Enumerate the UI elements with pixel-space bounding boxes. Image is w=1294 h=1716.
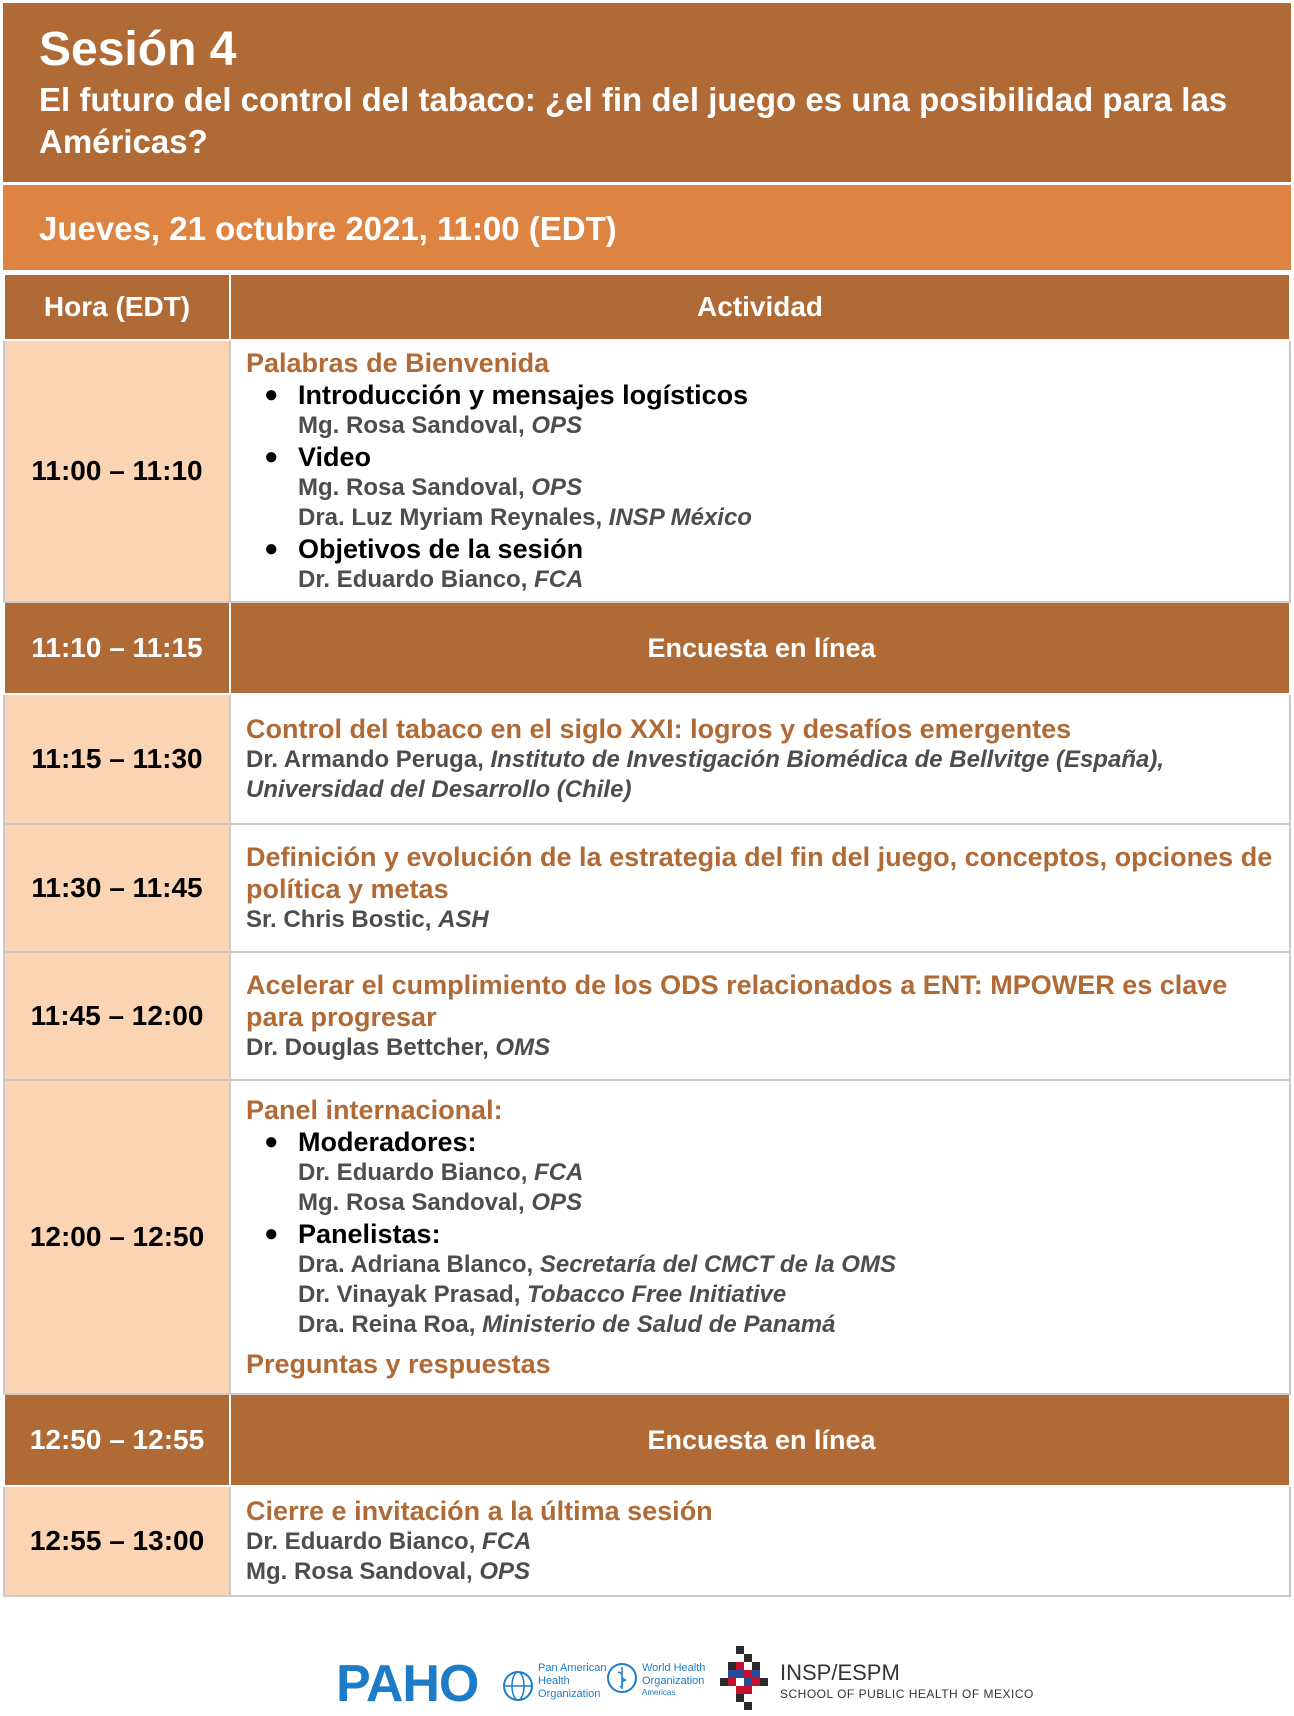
activity-items [246,379,1277,595]
speaker [298,1280,1277,1310]
speaker-org: FCA [482,1528,532,1555]
speaker-name: Dr. Eduardo Bianco, [246,1528,476,1555]
speaker [246,1557,1277,1587]
footer-logos [0,1636,1294,1716]
speaker-org: Ministerio de Salud de Panamá [482,1311,836,1338]
speaker-name: Mg. Rosa Sandoval, [246,1558,473,1585]
speaker [246,905,1277,935]
activity-title: Acelerar el cumplimiento de los ODS relacionados a ENT: MPOWER es clave para progresar [246,970,1228,1032]
speaker-org: ASH [438,906,489,933]
activity-closing: Preguntas y respuestas [246,1349,551,1379]
speaker-org: Tobacco Free Initiative [527,1281,787,1308]
insp-name: INSP/ESPM [780,1660,900,1685]
bullet-icon: ● [264,1128,279,1155]
table-header-row [4,274,1290,340]
speaker [298,1188,1277,1218]
bullet-icon: ● [264,535,279,562]
speaker [298,565,1277,595]
row-time: 11:10 – 11:15 [4,602,230,694]
speaker-name: Dr. Eduardo Bianco, [298,566,528,593]
speaker-org: INSP México [608,504,752,531]
bullet-icon: ● [264,443,279,470]
speaker [298,1250,1277,1280]
activity-title: Control del tabaco en el siglo XXI: logros y desafíos emergentes [246,714,1072,744]
session-date: Jueves, 21 octubre 2021, 11:00 (EDT) [3,185,1291,273]
who-line: World Health [642,1662,706,1674]
paho-line: Health [538,1675,570,1687]
speaker-org: Secretaría del CMCT de la OMS [539,1251,896,1278]
speaker-org: OPS [531,474,583,501]
list-item [246,1126,1277,1218]
agenda-row [4,952,1290,1080]
agenda-row-survey [4,602,1290,694]
row-activity [230,952,1290,1080]
speaker-name: Dra. Reina Roa, [298,1311,476,1338]
item-label: Objetivos de la sesión [298,534,584,564]
paho-logo [336,1656,478,1712]
speaker [298,503,1277,533]
speaker-org: OPS [531,1189,583,1216]
speaker [298,473,1277,503]
agenda-document [3,3,1291,1597]
speaker-org: OPS [479,1558,531,1585]
session-header [3,3,1291,185]
list-item [246,379,1277,441]
activity-title: Panel internacional: [246,1095,503,1125]
row-activity [230,824,1290,952]
who-emblem-icon [606,1662,638,1694]
who-region: Americas [642,1688,676,1697]
activity-title: Definición y evolución de la estrategia del fin del juego, conceptos, opciones de política y metas [246,842,1273,904]
list-item [246,441,1277,533]
session-title: Sesión 4 [39,23,237,76]
globe-emblem-icon [502,1670,534,1702]
agenda-row [4,694,1290,824]
row-activity: Encuesta en línea [230,602,1290,694]
item-label: Video [298,442,372,472]
speaker [246,1527,1277,1557]
speaker-name: Dra. Luz Myriam Reynales, [298,504,603,531]
speaker-name: Mg. Rosa Sandoval, [298,1189,525,1216]
paho-wordmark: PAHO [336,1655,479,1713]
paho-line: Pan American [538,1662,607,1674]
session-subtitle: El futuro del control del tabaco: ¿el fin del juego es una posibilidad para las Américas? [39,81,1228,160]
row-time: 11:45 – 12:00 [4,952,230,1080]
header-activity: Actividad [230,274,1290,340]
speaker [298,1158,1277,1188]
speaker-name: Dr. Vinayak Prasad, [298,1281,521,1308]
insp-subtitle: SCHOOL OF PUBLIC HEALTH OF MEXICO [780,1687,1034,1701]
item-label: Introducción y mensajes logísticos [298,380,749,410]
list-item [246,533,1277,595]
activity-title: Cierre e invitación a la última sesión [246,1496,713,1526]
agenda-row [4,824,1290,952]
speaker [298,1310,1277,1340]
row-time: 11:00 – 11:10 [4,340,230,602]
speaker-org: FCA [534,1159,584,1186]
speaker-name: Dr. Eduardo Bianco, [298,1159,528,1186]
activity-items [246,1126,1277,1340]
list-item [246,1218,1277,1340]
who-english-name [642,1662,705,1698]
speaker-name: Dr. Armando Peruga, [246,746,484,773]
row-time: 12:55 – 13:00 [4,1486,230,1596]
row-time: 11:30 – 11:45 [4,824,230,952]
row-activity: Encuesta en línea [230,1394,1290,1486]
row-time: 12:00 – 12:50 [4,1080,230,1394]
speaker-name: Sr. Chris Bostic, [246,906,432,933]
row-time: 11:15 – 11:30 [4,694,230,824]
speaker-org: FCA [534,566,584,593]
speaker-name: Mg. Rosa Sandoval, [298,412,525,439]
speaker [246,745,1277,805]
agenda-row [4,340,1290,602]
row-activity [230,694,1290,824]
row-activity [230,340,1290,602]
bullet-icon: ● [264,1220,279,1247]
insp-logo-text [780,1660,1034,1702]
speaker [298,411,1277,441]
row-activity [230,1080,1290,1394]
agenda-table [3,273,1291,1597]
bullet-icon: ● [264,381,279,408]
speaker-name: Dra. Adriana Blanco, [298,1251,534,1278]
speaker [246,1033,1277,1063]
agenda-row [4,1486,1290,1596]
paho-english-name [538,1662,606,1701]
item-label: Panelistas: [298,1219,441,1249]
header-time: Hora (EDT) [4,274,230,340]
item-label: Moderadores: [298,1127,477,1157]
agenda-row-survey [4,1394,1290,1486]
speaker-org: OPS [531,412,583,439]
who-line: Organization [642,1675,705,1687]
speaker-name: Mg. Rosa Sandoval, [298,474,525,501]
speaker-org: Instituto de Investigación Biomédica de Bellvitge (España), Universidad del Desarrollo (Chile) [246,746,1164,803]
agenda-row [4,1080,1290,1394]
speaker-name: Dr. Douglas Bettcher, [246,1034,489,1061]
row-time: 12:50 – 12:55 [4,1394,230,1486]
insp-emblem-icon [716,1646,776,1712]
row-activity [230,1486,1290,1596]
paho-line: Organization [538,1688,601,1700]
activity-title: Palabras de Bienvenida [246,348,550,378]
speaker-org: OMS [495,1034,551,1061]
